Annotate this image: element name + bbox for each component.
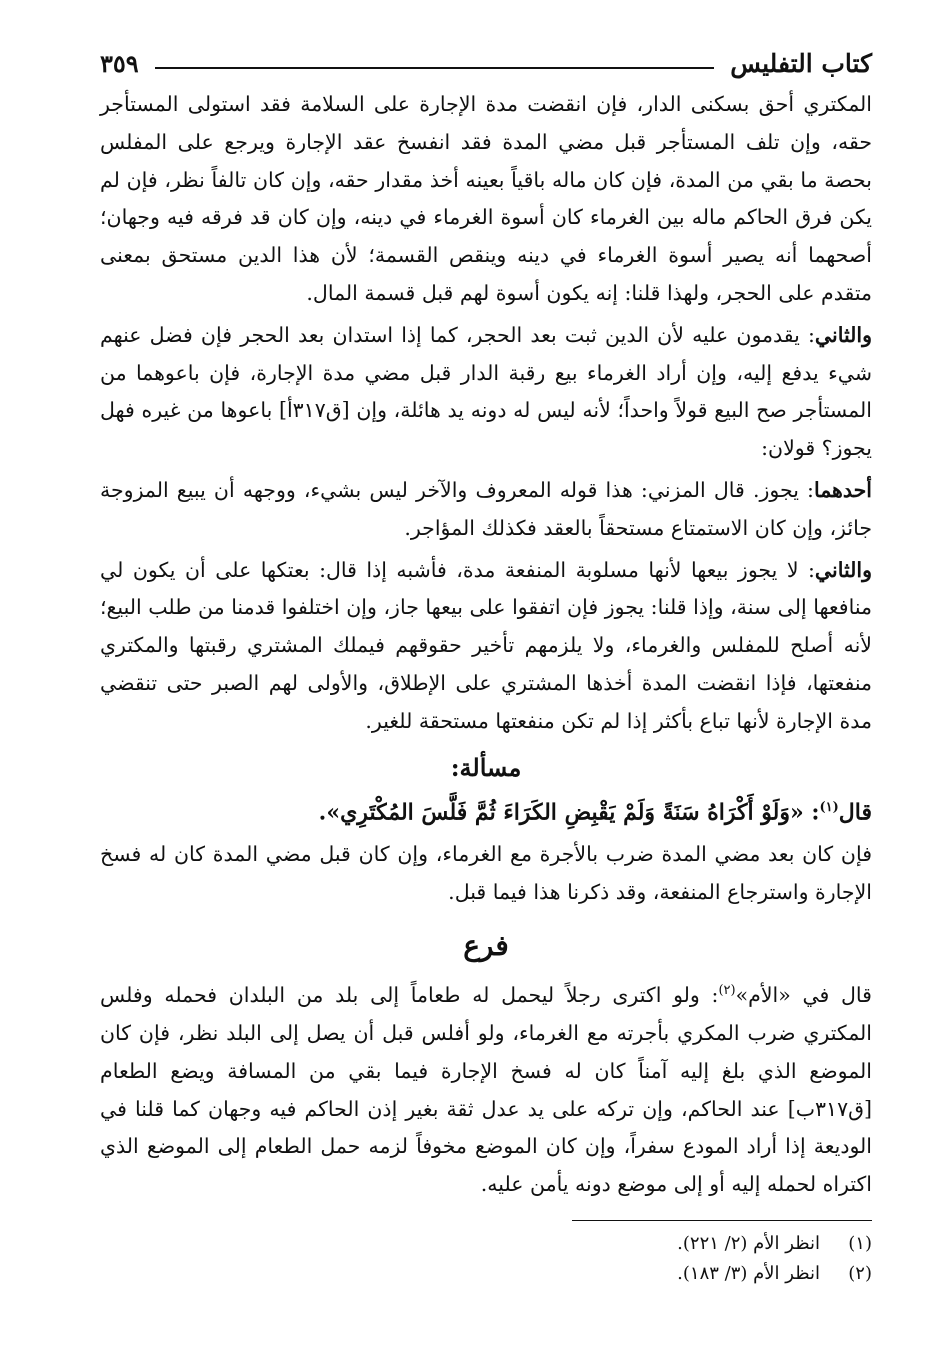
paragraph-3-text: : يجوز. قال المزني: هذا قوله المعروف والآخر ليس بشيء، ووجهه أن يبيع المزوجة جائز، وإن كان الاستمتاع مستحقاً بالعقد فكذلك المؤاجر. — [100, 477, 872, 540]
page-header — [100, 40, 872, 86]
footnote-1 — [100, 1229, 872, 1259]
paragraph-4-text: : لا يجوز بيعها لأنها مسلوبة المنفعة مدة، فأشبه إذا قال: بعتكها على أن يكون لي منافعها إلى سنة، وإذا قلنا: يجوز فإن اتفقوا على بيعها جاز، وإن اختلفوا قدمنا من طلب البيع؛ لأنه أصلح للمفلس والغرماء، ولا يلزمهم تأخير حقوقهم فيملك المشتري رقبتها والمكتري منفعتها، فإذا انقضت المدة أخذها المشتري على الإطلاق، والأولى لهم الصبر حتى تنقضي مدة الإجارة لأنها تباع بأكثر إذا لم تكن منفعتها مستحقة للغير. — [100, 557, 872, 733]
book-title: كتاب التفليس — [730, 48, 872, 78]
header-rule — [155, 67, 715, 69]
paragraph-3 — [100, 472, 872, 548]
masala-quote — [100, 788, 872, 832]
paragraph-1: المكتري أحق بسكنى الدار، فإن انقضت مدة الإجارة على السلامة فقد استولى المستأجر حقه، وإن تلف المستأجر قبل مضي المدة فقد انفسخ عقد الإجارة ويرجع على المفلس بحصة ما بقي من المدة، فإن كان ماله باقياً بعينه أخذ مقدار حقه، وإن كان تالفاً نظر، فإن لم يكن فرق الحاكم ماله بين الغرماء كان أسوة الغرماء في دينه، وإن كان قد فرقه فيه وجهان؛ أصحهما أنه يصير أسوة الغرماء في دينه وينقص القسمة؛ لأن هذا الدين مستحق بمعنى متقدم على الحجر، ولهذا قلنا: إنه يكون أسوة لهم قبل قسمة المال. — [100, 92, 872, 305]
paragraph-2 — [100, 317, 872, 468]
footnote-1-text: انظر الأم (٢/ ٢٢١). — [677, 1233, 820, 1255]
paragraph-3-lead: أحدهما — [813, 477, 872, 502]
masala-heading: مسألة: — [450, 752, 522, 782]
masala-text: فإن كان بعد مضي المدة ضرب بالأجرة مع الغرماء، وإن كان قبل مضي المدة كان له فسخ الإجارة واسترجاع المنفعة، وقد ذكرنا هذا فيما قبل. — [100, 841, 872, 904]
paragraph-2-text: : يقدمون عليه لأن الدين ثبت بعد الحجر، كما إذا استدان بعد الحجر فإن فضل عنهم شيء يدفع إليه، وإن أراد الغرماء بيع رقبة الدار قبل مضي مدة الإجارة، فإن باعوهما من المستأجر صح البيع قولاً واحداً؛ لأنه ليس له دونه يد هائلة، وإن [ق٣١٧أ] باعوها من غيره فهل يجوز؟ قولان: — [100, 322, 872, 461]
masala-quote-text: : «وَلَوْ أَكْرَاهُ سَنَةً وَلَمْ يَقْبِضِ الكَرَاءَ ثُمَّ فَلَّسَ المُكْتَرِي». — [318, 798, 820, 825]
footnote-2 — [100, 1259, 872, 1289]
paragraph-2-lead: والثاني — [814, 322, 872, 347]
masala-said: قال — [838, 798, 872, 825]
far-text-rest: : ولو اكترى رجلاً ليحمل له طعاماً إلى بلد من البلدان فحمله وفلس المكتري ضرب المكري بأجرته مع الغرماء، ولو أفلس قبل أن يصل إلى البلد نظر، فإن كان الموضع الذي بلغ إليه آمناً كان له فسخ الإجارة فيما بقي من المسافة ويضع الطعام [ق٣١٧ب] عند الحاكم، وإن تركه على يد عدل ثقة بغير إذن الحاكم فيه وجهان كما قلنا في الوديعة إذا أراد المودع سفراً، وإن كان الموضع مخوفاً لزمه حمل الطعام إلى الموضع الذي اكتراه لحمله إليه أو إلى موضع دونه يأمن عليه. — [100, 983, 872, 1197]
footnote-ref-2[interactable]: (٢) — [718, 983, 736, 999]
paragraph-4-lead: والثاني — [814, 557, 872, 582]
paragraph-4 — [100, 552, 872, 741]
far-text-start: قال في «الأم» — [735, 983, 872, 1008]
page-number: ٣٥٩ — [100, 48, 139, 78]
footnote-2-number: (٢) — [848, 1263, 872, 1285]
footnote-ref-1[interactable]: (١) — [819, 799, 839, 815]
footnote-2-text: انظر الأم (٣/ ١٨٣). — [677, 1263, 820, 1285]
far-heading: فرع — [463, 929, 509, 963]
footnote-1-number: (١) — [848, 1233, 872, 1255]
far-text — [100, 972, 872, 1204]
footnote-rule — [572, 1220, 872, 1221]
